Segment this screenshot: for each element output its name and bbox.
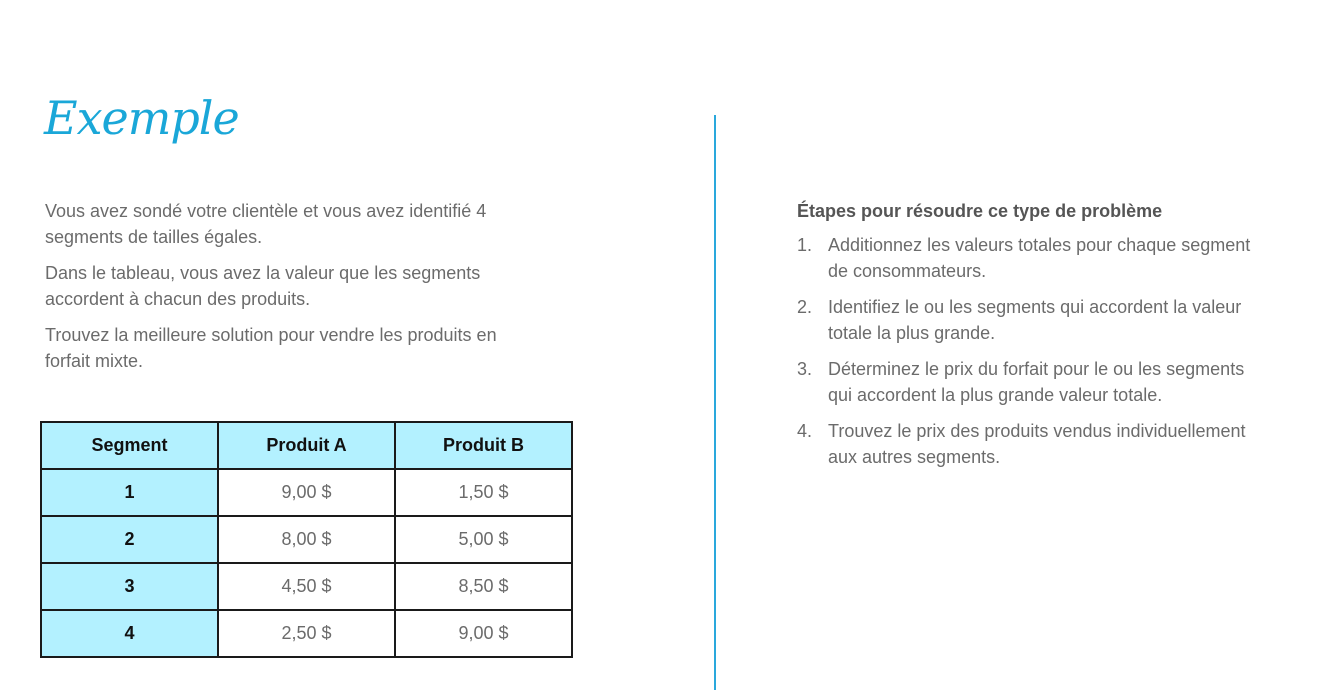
table-row <box>41 516 572 563</box>
segment-cell: 3 <box>41 563 218 610</box>
page-title: Exemple <box>44 91 239 145</box>
intro-paragraph-1: Vous avez sondé votre clientèle et vous avez identifié 4 segments de tailles égales. <box>45 201 487 247</box>
table-header-row <box>41 422 572 469</box>
produit-b-cell: 5,00 $ <box>395 516 572 563</box>
segment-cell: 2 <box>41 516 218 563</box>
steps-list <box>797 232 1267 470</box>
step-text: Trouvez le prix des produits vendus individuellement aux autres segments. <box>828 421 1246 467</box>
segment-value-table <box>40 421 573 658</box>
steps-heading: Étapes pour résoudre ce type de problème <box>797 201 1163 221</box>
table-row <box>41 469 572 516</box>
intro-paragraph-2: Dans le tableau, vous avez la valeur que les segments accordent à chacun des produits. <box>45 263 481 309</box>
produit-b-cell: 9,00 $ <box>395 610 572 657</box>
produit-b-cell: 8,50 $ <box>395 563 572 610</box>
list-item <box>797 418 1267 470</box>
step-number: 3. <box>797 359 813 379</box>
table-row <box>41 610 572 657</box>
segment-cell: 4 <box>41 610 218 657</box>
intro-paragraph-3: Trouvez la meilleure solution pour vendre les produits en forfait mixte. <box>45 325 497 371</box>
step-number: 2. <box>797 297 813 317</box>
vertical-divider <box>714 115 716 690</box>
header-segment: Segment <box>41 422 218 469</box>
table-row <box>41 563 572 610</box>
produit-a-cell: 8,00 $ <box>218 516 395 563</box>
step-number: 1. <box>797 235 813 255</box>
produit-b-cell: 1,50 $ <box>395 469 572 516</box>
header-produit-a: Produit A <box>218 422 395 469</box>
step-text: Identifiez le ou les segments qui accordent la valeur totale la plus grande. <box>828 297 1242 343</box>
step-text: Additionnez les valeurs totales pour chaque segment de consommateurs. <box>828 235 1251 281</box>
list-item <box>797 232 1267 284</box>
produit-a-cell: 4,50 $ <box>218 563 395 610</box>
steps-panel <box>797 198 1267 480</box>
segment-cell: 1 <box>41 469 218 516</box>
list-item <box>797 294 1267 346</box>
list-item <box>797 356 1267 408</box>
step-number: 4. <box>797 421 813 441</box>
produit-a-cell: 9,00 $ <box>218 469 395 516</box>
intro-text <box>45 198 545 384</box>
step-text: Déterminez le prix du forfait pour le ou les segments qui accordent la plus grande valeur totale. <box>828 359 1245 405</box>
header-produit-b: Produit B <box>395 422 572 469</box>
produit-a-cell: 2,50 $ <box>218 610 395 657</box>
